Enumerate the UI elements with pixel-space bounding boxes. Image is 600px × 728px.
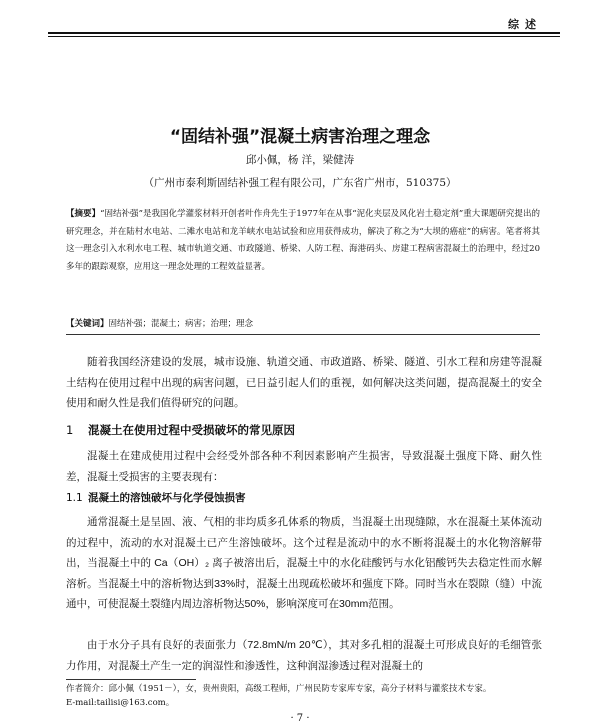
affiliation: （广州市泰利斯固结补强工程有限公司，广东省广州市，510375） <box>143 177 457 189</box>
keywords <box>66 316 540 334</box>
section-1-paragraph: 混凝土在建成使用过程中会经受外部各种不利因素影响产生损害，导致混凝土强度下降、耐久性差，混凝土受损害的主要表现有： <box>66 450 542 483</box>
section-1-1-paragraph-2: 由于水分子具有良好的表面张力（72.8mN/m 20℃），其对多孔相的混凝土可形成良好的毛细管张力作用，对混凝土产生一定的润湿性和渗透性，这种润湿渗透过程对混凝土的 <box>66 639 542 672</box>
section-1-1-title: 混凝土的溶蚀破坏与化学侵蚀损害 <box>88 492 246 504</box>
section-1-1-paragraph-1: 通常混凝土是呈固、液、气相的非均质多孔体系的物质，当混凝土出现缝隙，水在混凝土某体流动的过程中，流动的水对混凝土已产生溶蚀破坏。这个过程是流动中的水不断将混凝土的水化物溶解带出，当混凝土中的 Ca（OH）₂ 离子被溶出后，混凝土中的水化硅酸钙与水化铝酸钙失去稳定性而水解溶析。当混凝土中的溶析物达到33%时，混凝土出现疏松破坏和强度下降。同时当水在裂隙（缝）中流通中，可使混凝土裂缝内周边溶析物达50%，影响深度可在30mm范围。 <box>66 516 542 610</box>
abstract-label: 【摘要】 <box>66 209 101 219</box>
header-rule-thick <box>48 32 560 34</box>
footnote-line-2: E-mail:tailisi@163.com。 <box>66 698 175 708</box>
section-1-1-number: 1.1 <box>66 492 83 504</box>
header-rule-thin <box>48 36 560 37</box>
section-1-heading <box>66 422 295 438</box>
abstract-divider <box>66 334 540 335</box>
keywords-label: 【关键词】 <box>66 319 109 329</box>
intro-paragraph: 随着我国经济建设的发展，城市设施、轨道交通、市政道路、桥梁、隧道、引水工程和房建等混凝土结构在使用过程中出现的病害问题，已日益引起人们的重视，如何解决这类问题，提高混凝土的安全使用和耐久性是我们值得研究的问题。 <box>66 356 542 409</box>
author-list: 邱小佩，杨 洋，梁健涛 <box>245 154 355 166</box>
section-label: 综述 <box>508 18 542 31</box>
page-number: · 7 · <box>290 713 310 724</box>
footnote-line-1: 作者简介：邱小佩（1951－），女，贵州贵阳，高级工程师，广州民防专家库专家，高分子材料与灌浆技术专家。 <box>66 684 492 694</box>
article-title: “固结补强”混凝土病害治理之理念 <box>169 127 431 147</box>
section-1-number: 1 <box>66 423 74 437</box>
section-1-1-heading <box>66 490 246 505</box>
abstract-text: “固结补强”是我国化学灌浆材料开创者叶作舟先生于1977年在从事“泥化夹层及风化岩土稳定剂”重大课题研究提出的研究理念，并在陆村水电站、二滩水电站和龙羊峡水电站试验和应用获得成功，解决了称之为“大坝的癌症”的病害。笔者将其这一理念引入水利水电工程、城市轨道交通、市政隧道、桥梁、人防工程、海港码头、房建工程病害混凝土的治理中，经过20多年的跟踪观察，应用这一理念处理的工程效益显著。 <box>66 209 540 272</box>
footnote-divider <box>66 679 196 680</box>
keywords-text: 固结补强；混凝土；病害；治理；理念 <box>108 319 254 329</box>
page-header <box>48 18 560 30</box>
author-footnote <box>66 682 546 710</box>
abstract <box>66 206 540 276</box>
section-1-title: 混凝土在使用过程中受损破坏的常见原因 <box>88 423 295 437</box>
